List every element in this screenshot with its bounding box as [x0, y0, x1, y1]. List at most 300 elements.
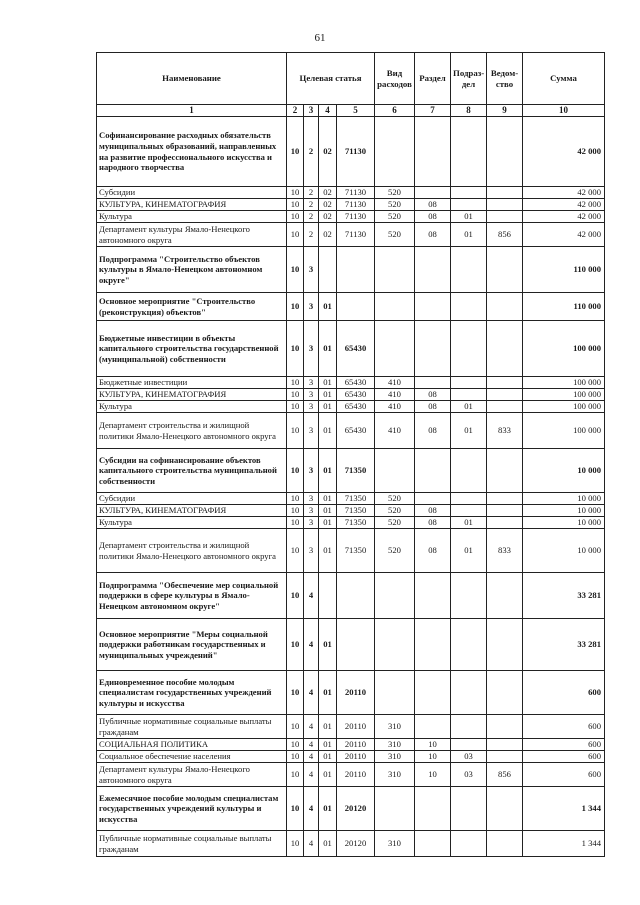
subsection-code: 01	[451, 401, 487, 413]
expense-type-code	[375, 573, 415, 619]
target-code-subprogram: 3	[304, 529, 319, 573]
row-sum: 10 000	[523, 529, 605, 573]
target-code-subprogram: 2	[304, 199, 319, 211]
subsection-code: 03	[451, 751, 487, 763]
department-code	[487, 751, 523, 763]
expense-type-code	[375, 117, 415, 187]
row-sum: 600	[523, 739, 605, 751]
section-code	[415, 787, 451, 831]
subsection-code: 01	[451, 211, 487, 223]
target-code-direction: 20110	[337, 739, 375, 751]
expense-type-code: 410	[375, 401, 415, 413]
target-code-activity: 01	[319, 517, 337, 529]
department-code	[487, 517, 523, 529]
target-code-direction	[337, 619, 375, 671]
row-sum: 10 000	[523, 449, 605, 493]
target-code-program: 10	[287, 763, 304, 787]
table-body	[97, 117, 605, 857]
table-row	[97, 517, 605, 529]
subsection-code	[451, 247, 487, 293]
section-code	[415, 715, 451, 739]
row-sum: 1 344	[523, 787, 605, 831]
target-code-activity: 01	[319, 493, 337, 505]
target-code-subprogram: 3	[304, 413, 319, 449]
column-number: 1	[97, 105, 287, 117]
section-code: 08	[415, 389, 451, 401]
section-code: 08	[415, 223, 451, 247]
target-code-subprogram: 3	[304, 493, 319, 505]
target-code-program: 10	[287, 529, 304, 573]
subsection-code	[451, 619, 487, 671]
row-sum: 600	[523, 751, 605, 763]
row-name: Единовременное пособие молодым специалистам государственных учреждений культуры и искусства	[97, 671, 287, 715]
row-name: Бюджетные инвестиции в объекты капитального строительства государственной (муниципальной) собственности	[97, 321, 287, 377]
target-code-activity: 01	[319, 401, 337, 413]
target-code-direction: 71350	[337, 449, 375, 493]
expense-type-code	[375, 619, 415, 671]
target-code-subprogram: 3	[304, 389, 319, 401]
expense-type-code: 520	[375, 211, 415, 223]
target-code-activity: 01	[319, 529, 337, 573]
subsection-code	[451, 739, 487, 751]
row-name: Департамент строительства и жилищной политики Ямало-Ненецкого автономного округа	[97, 413, 287, 449]
target-code-subprogram: 3	[304, 247, 319, 293]
department-code: 856	[487, 223, 523, 247]
row-name: Культура	[97, 211, 287, 223]
expense-type-code: 310	[375, 831, 415, 857]
target-code-program: 10	[287, 321, 304, 377]
target-code-program: 10	[287, 117, 304, 187]
subsection-code	[451, 787, 487, 831]
header-sum: Сумма	[523, 53, 605, 105]
target-code-subprogram: 2	[304, 211, 319, 223]
row-name: Подпрограмма "Обеспечение мер социальной поддержки в сфере культуры в Ямало-Ненецком автономном округе"	[97, 573, 287, 619]
table-row	[97, 187, 605, 199]
target-code-direction: 20110	[337, 763, 375, 787]
target-code-subprogram: 4	[304, 573, 319, 619]
target-code-subprogram: 4	[304, 619, 319, 671]
column-number: 7	[415, 105, 451, 117]
subsection-code	[451, 831, 487, 857]
expense-type-code: 520	[375, 505, 415, 517]
department-code	[487, 117, 523, 187]
target-code-subprogram: 4	[304, 751, 319, 763]
row-name: Подпрограмма "Строительство объектов культуры в Ямало-Ненецком автономном округе"	[97, 247, 287, 293]
department-code	[487, 831, 523, 857]
target-code-program: 10	[287, 505, 304, 517]
expense-type-code	[375, 671, 415, 715]
target-code-program: 10	[287, 413, 304, 449]
department-code	[487, 199, 523, 211]
target-code-direction: 71130	[337, 211, 375, 223]
subsection-code	[451, 199, 487, 211]
target-code-direction: 71350	[337, 493, 375, 505]
row-name: Департамент культуры Ямало-Ненецкого автономного округа	[97, 223, 287, 247]
target-code-direction: 20120	[337, 787, 375, 831]
table-row	[97, 117, 605, 187]
subsection-code	[451, 505, 487, 517]
expense-type-code: 310	[375, 751, 415, 763]
table-row	[97, 293, 605, 321]
department-code	[487, 187, 523, 199]
department-code	[487, 211, 523, 223]
target-code-direction: 71130	[337, 117, 375, 187]
section-code: 10	[415, 739, 451, 751]
section-code	[415, 619, 451, 671]
row-name: Субсидии	[97, 493, 287, 505]
expense-type-code	[375, 449, 415, 493]
row-name: Социальное обеспечение населения	[97, 751, 287, 763]
target-code-direction	[337, 293, 375, 321]
row-sum: 33 281	[523, 573, 605, 619]
table-row	[97, 223, 605, 247]
target-code-subprogram: 2	[304, 117, 319, 187]
row-sum: 10 000	[523, 517, 605, 529]
row-sum: 10 000	[523, 493, 605, 505]
target-code-program: 10	[287, 389, 304, 401]
section-code	[415, 187, 451, 199]
row-sum: 110 000	[523, 247, 605, 293]
department-code	[487, 293, 523, 321]
expense-type-code	[375, 787, 415, 831]
target-code-program: 10	[287, 715, 304, 739]
target-code-subprogram: 3	[304, 321, 319, 377]
header-row	[97, 53, 605, 105]
target-code-activity: 01	[319, 321, 337, 377]
header-target: Целевая статья	[287, 53, 375, 105]
target-code-subprogram: 4	[304, 739, 319, 751]
target-code-activity	[319, 573, 337, 619]
header-section: Раздел	[415, 53, 451, 105]
target-code-direction: 20110	[337, 671, 375, 715]
subsection-code	[451, 671, 487, 715]
section-code: 08	[415, 529, 451, 573]
subsection-code: 01	[451, 517, 487, 529]
row-name: Основное мероприятие "Строительство (реконструкция) объектов"	[97, 293, 287, 321]
target-code-activity: 02	[319, 117, 337, 187]
budget-table	[96, 52, 605, 857]
row-name: Бюджетные инвестиции	[97, 377, 287, 389]
target-code-program: 10	[287, 573, 304, 619]
table-row	[97, 247, 605, 293]
table-row	[97, 493, 605, 505]
department-code: 833	[487, 529, 523, 573]
expense-type-code: 520	[375, 223, 415, 247]
table-row	[97, 413, 605, 449]
target-code-direction: 71350	[337, 517, 375, 529]
row-name: СОЦИАЛЬНАЯ ПОЛИТИКА	[97, 739, 287, 751]
target-code-activity: 01	[319, 831, 337, 857]
target-code-activity: 01	[319, 739, 337, 751]
subsection-code: 03	[451, 763, 487, 787]
target-code-activity: 01	[319, 389, 337, 401]
expense-type-code: 310	[375, 715, 415, 739]
target-code-activity: 01	[319, 449, 337, 493]
expense-type-code	[375, 247, 415, 293]
target-code-program: 10	[287, 401, 304, 413]
target-code-activity: 02	[319, 223, 337, 247]
target-code-activity: 02	[319, 187, 337, 199]
row-name: Основное мероприятие "Меры социальной поддержки работникам государственных и муниципальных учреждений"	[97, 619, 287, 671]
target-code-activity: 01	[319, 671, 337, 715]
expense-type-code: 520	[375, 517, 415, 529]
row-sum: 10 000	[523, 505, 605, 517]
subsection-code	[451, 187, 487, 199]
target-code-subprogram: 3	[304, 377, 319, 389]
row-name: Публичные нормативные социальные выплаты гражданам	[97, 831, 287, 857]
target-code-direction: 71350	[337, 505, 375, 517]
expense-type-code: 410	[375, 413, 415, 449]
table-row	[97, 715, 605, 739]
row-sum: 42 000	[523, 211, 605, 223]
row-name: Культура	[97, 401, 287, 413]
subsection-code	[451, 449, 487, 493]
target-code-program: 10	[287, 831, 304, 857]
subsection-code	[451, 715, 487, 739]
section-code	[415, 117, 451, 187]
row-name: Департамент культуры Ямало-Ненецкого автономного округа	[97, 763, 287, 787]
row-sum: 42 000	[523, 187, 605, 199]
column-number: 3	[304, 105, 319, 117]
department-code: 833	[487, 413, 523, 449]
table-row	[97, 763, 605, 787]
page-number: 61	[314, 32, 326, 44]
section-code	[415, 493, 451, 505]
target-code-program: 10	[287, 787, 304, 831]
target-code-activity: 01	[319, 751, 337, 763]
table-row	[97, 739, 605, 751]
department-code	[487, 739, 523, 751]
target-code-direction: 71130	[337, 187, 375, 199]
table-row	[97, 321, 605, 377]
target-code-subprogram: 3	[304, 401, 319, 413]
expense-type-code: 310	[375, 739, 415, 751]
target-code-subprogram: 3	[304, 517, 319, 529]
subsection-code	[451, 493, 487, 505]
target-code-subprogram: 3	[304, 293, 319, 321]
target-code-activity: 01	[319, 377, 337, 389]
section-code: 08	[415, 517, 451, 529]
section-code: 08	[415, 401, 451, 413]
column-number: 8	[451, 105, 487, 117]
section-code: 08	[415, 505, 451, 517]
target-code-activity: 02	[319, 211, 337, 223]
department-code	[487, 247, 523, 293]
subsection-code	[451, 293, 487, 321]
target-code-subprogram: 4	[304, 831, 319, 857]
subsection-code	[451, 117, 487, 187]
column-number: 2	[287, 105, 304, 117]
department-code	[487, 449, 523, 493]
target-code-program: 10	[287, 493, 304, 505]
section-code	[415, 573, 451, 619]
expense-type-code	[375, 321, 415, 377]
row-sum: 100 000	[523, 401, 605, 413]
department-code	[487, 787, 523, 831]
department-code	[487, 619, 523, 671]
department-code	[487, 573, 523, 619]
column-number: 10	[523, 105, 605, 117]
row-name: Культура	[97, 517, 287, 529]
subsection-code: 01	[451, 413, 487, 449]
section-code: 08	[415, 199, 451, 211]
table-row	[97, 671, 605, 715]
department-code	[487, 715, 523, 739]
column-number: 5	[337, 105, 375, 117]
target-code-activity: 01	[319, 293, 337, 321]
target-code-subprogram: 3	[304, 505, 319, 517]
target-code-direction: 65430	[337, 321, 375, 377]
row-name: КУЛЬТУРА, КИНЕМАТОГРАФИЯ	[97, 389, 287, 401]
expense-type-code	[375, 293, 415, 321]
row-name: Субсидии	[97, 187, 287, 199]
target-code-program: 10	[287, 187, 304, 199]
target-code-program: 10	[287, 671, 304, 715]
section-code	[415, 377, 451, 389]
column-number: 4	[319, 105, 337, 117]
target-code-subprogram: 4	[304, 715, 319, 739]
target-code-program: 10	[287, 739, 304, 751]
table-row	[97, 619, 605, 671]
subsection-code	[451, 321, 487, 377]
header-subsection: Подраз-дел	[451, 53, 487, 105]
target-code-direction	[337, 247, 375, 293]
table-row	[97, 389, 605, 401]
target-code-direction: 20110	[337, 751, 375, 763]
table-row	[97, 573, 605, 619]
section-code	[415, 831, 451, 857]
target-code-direction: 20110	[337, 715, 375, 739]
row-sum: 110 000	[523, 293, 605, 321]
department-code: 856	[487, 763, 523, 787]
target-code-direction: 71350	[337, 529, 375, 573]
row-sum: 600	[523, 671, 605, 715]
target-code-program: 10	[287, 223, 304, 247]
department-code	[487, 505, 523, 517]
table-row	[97, 449, 605, 493]
row-sum: 1 344	[523, 831, 605, 857]
row-name: Субсидии на софинансирование объектов капитального строительства муниципальной собственности	[97, 449, 287, 493]
target-code-subprogram: 3	[304, 449, 319, 493]
expense-type-code: 410	[375, 377, 415, 389]
target-code-program: 10	[287, 199, 304, 211]
row-sum: 100 000	[523, 389, 605, 401]
subsection-code: 01	[451, 223, 487, 247]
row-sum: 42 000	[523, 117, 605, 187]
section-code: 08	[415, 413, 451, 449]
row-sum: 33 281	[523, 619, 605, 671]
section-code	[415, 671, 451, 715]
target-code-activity: 01	[319, 787, 337, 831]
target-code-activity: 01	[319, 413, 337, 449]
department-code	[487, 321, 523, 377]
section-code: 10	[415, 751, 451, 763]
row-sum: 42 000	[523, 223, 605, 247]
row-sum: 600	[523, 763, 605, 787]
department-code	[487, 493, 523, 505]
target-code-direction	[337, 573, 375, 619]
department-code	[487, 401, 523, 413]
target-code-direction: 71130	[337, 223, 375, 247]
column-number: 9	[487, 105, 523, 117]
target-code-activity: 01	[319, 505, 337, 517]
row-name: КУЛЬТУРА, КИНЕМАТОГРАФИЯ	[97, 505, 287, 517]
row-name: Софинансирование расходных обязательств муниципальных образований, направленных на развитие профессионального искусства и народного творчества	[97, 117, 287, 187]
table-row	[97, 529, 605, 573]
section-code	[415, 293, 451, 321]
table-row	[97, 787, 605, 831]
table-row	[97, 751, 605, 763]
row-sum: 600	[523, 715, 605, 739]
department-code	[487, 389, 523, 401]
target-code-subprogram: 4	[304, 787, 319, 831]
target-code-direction: 65430	[337, 389, 375, 401]
subsection-code	[451, 573, 487, 619]
target-code-program: 10	[287, 293, 304, 321]
target-code-subprogram: 4	[304, 671, 319, 715]
target-code-direction: 65430	[337, 401, 375, 413]
table-row	[97, 199, 605, 211]
target-code-program: 10	[287, 449, 304, 493]
column-number-row	[97, 105, 605, 117]
target-code-activity: 02	[319, 199, 337, 211]
expense-type-code: 520	[375, 529, 415, 573]
column-number: 6	[375, 105, 415, 117]
target-code-program: 10	[287, 517, 304, 529]
section-code	[415, 321, 451, 377]
target-code-subprogram: 2	[304, 223, 319, 247]
table-row	[97, 211, 605, 223]
table-row	[97, 831, 605, 857]
target-code-program: 10	[287, 619, 304, 671]
table-row	[97, 377, 605, 389]
table-row	[97, 401, 605, 413]
expense-type-code: 520	[375, 493, 415, 505]
target-code-program: 10	[287, 377, 304, 389]
department-code	[487, 377, 523, 389]
target-code-direction: 65430	[337, 377, 375, 389]
section-code	[415, 247, 451, 293]
subsection-code	[451, 389, 487, 401]
department-code	[487, 671, 523, 715]
section-code: 10	[415, 763, 451, 787]
row-sum: 42 000	[523, 199, 605, 211]
target-code-program: 10	[287, 247, 304, 293]
target-code-activity	[319, 247, 337, 293]
target-code-activity: 01	[319, 715, 337, 739]
expense-type-code: 520	[375, 199, 415, 211]
row-name: Публичные нормативные социальные выплаты гражданам	[97, 715, 287, 739]
row-sum: 100 000	[523, 413, 605, 449]
row-name: Департамент строительства и жилищной политики Ямало-Ненецкого автономного округа	[97, 529, 287, 573]
target-code-direction: 71130	[337, 199, 375, 211]
header-name: Наименование	[97, 53, 287, 105]
section-code	[415, 449, 451, 493]
row-name: КУЛЬТУРА, КИНЕМАТОГРАФИЯ	[97, 199, 287, 211]
row-sum: 100 000	[523, 377, 605, 389]
header-department: Ведом-ство	[487, 53, 523, 105]
target-code-program: 10	[287, 211, 304, 223]
target-code-activity: 01	[319, 619, 337, 671]
target-code-direction: 20120	[337, 831, 375, 857]
header-expense-type: Вид расходов	[375, 53, 415, 105]
section-code: 08	[415, 211, 451, 223]
target-code-subprogram: 2	[304, 187, 319, 199]
target-code-direction: 65430	[337, 413, 375, 449]
target-code-activity: 01	[319, 763, 337, 787]
expense-type-code: 310	[375, 763, 415, 787]
target-code-subprogram: 4	[304, 763, 319, 787]
